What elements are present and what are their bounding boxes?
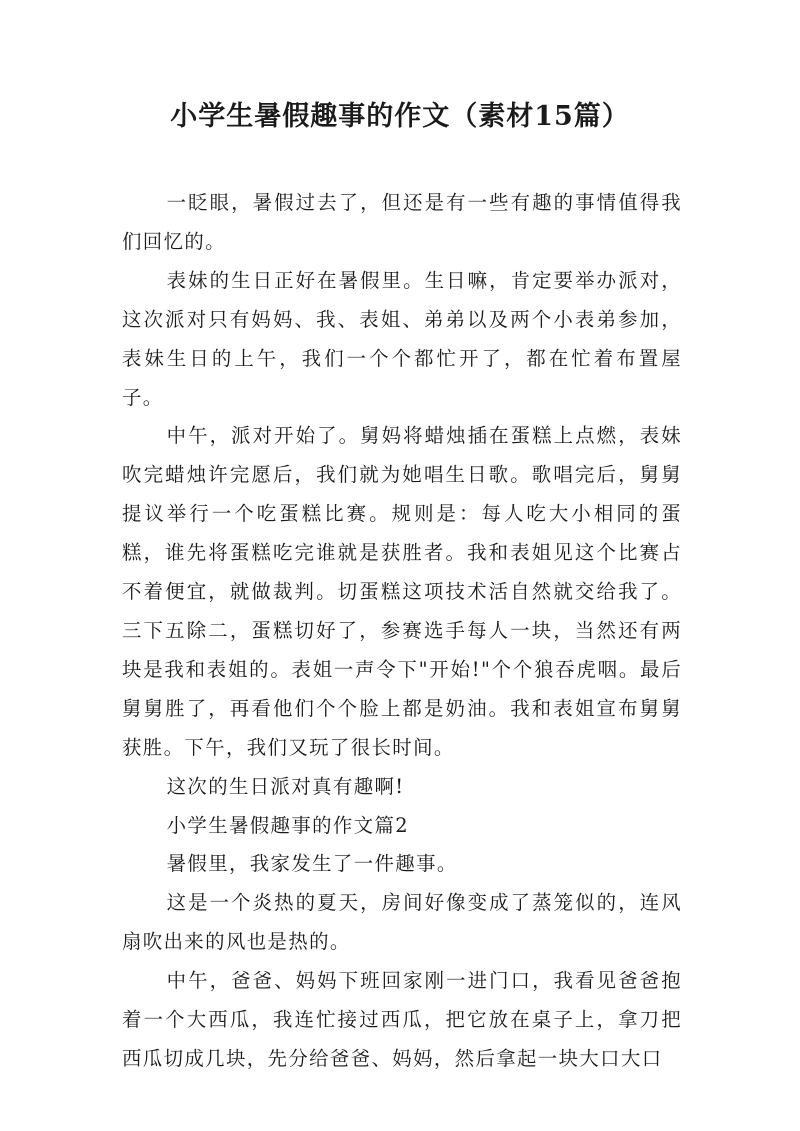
paragraph: 暑假里，我家发生了一件趣事。 [166,852,458,876]
paragraph: 表妹的生日正好在暑假里。生日嘛，肯定要举办派对，这次派对只有妈妈、我、表姐、弟弟以及两个小表弟参加，表妹生日的上午，我们一个个都忙开了，都在忙着布置屋子。 [122,268,682,409]
document-title: 小学生暑假趣事的作文（素材15篇） [170,101,630,132]
paragraph: 中午，爸爸、妈妈下班回家刚一进门口，我看见爸爸抱着一个大西瓜，我连忙接过西瓜，把它放在桌子上，拿刀把西瓜切成几块，先分给爸爸、妈妈，然后拿起一块大口大口 [122,969,682,1070]
paragraph: 中午，派对开始了。舅妈将蜡烛插在蛋糕上点燃，表妹吹完蜡烛许完愿后，我们就为她唱生日歌。歌唱完后，舅舅提议举行一个吃蛋糕比赛。规则是：每人吃大小相同的蛋糕，谁先将蛋糕吃完谁就是获胜者。我和表姐见这个比赛占不着便宜，就做裁判。切蛋糕这项技术活自然就交给我了。三下五除二，蛋糕切好了，参赛选手每人一块，当然还有两块是我和表姐的。表姐一声令下"开始!"个个狼吞虎咽。最后舅舅胜了，再看他们个个脸上都是奶油。我和表姐宣布舅舅获胜。下午，我们又玩了很长时间。 [122,424,682,759]
section-heading: 小学生暑假趣事的作文篇2 [166,813,410,837]
paragraph: 这是一个炎热的夏天，房间好像变成了蒸笼似的，连风扇吹出来的风也是热的。 [122,891,682,954]
document-body [122,184,682,1079]
paragraph: 这次的生日派对真有趣啊! [166,774,405,798]
paragraph: 一眨眼，暑假过去了，但还是有一些有趣的事情值得我们回忆的。 [122,191,682,253]
